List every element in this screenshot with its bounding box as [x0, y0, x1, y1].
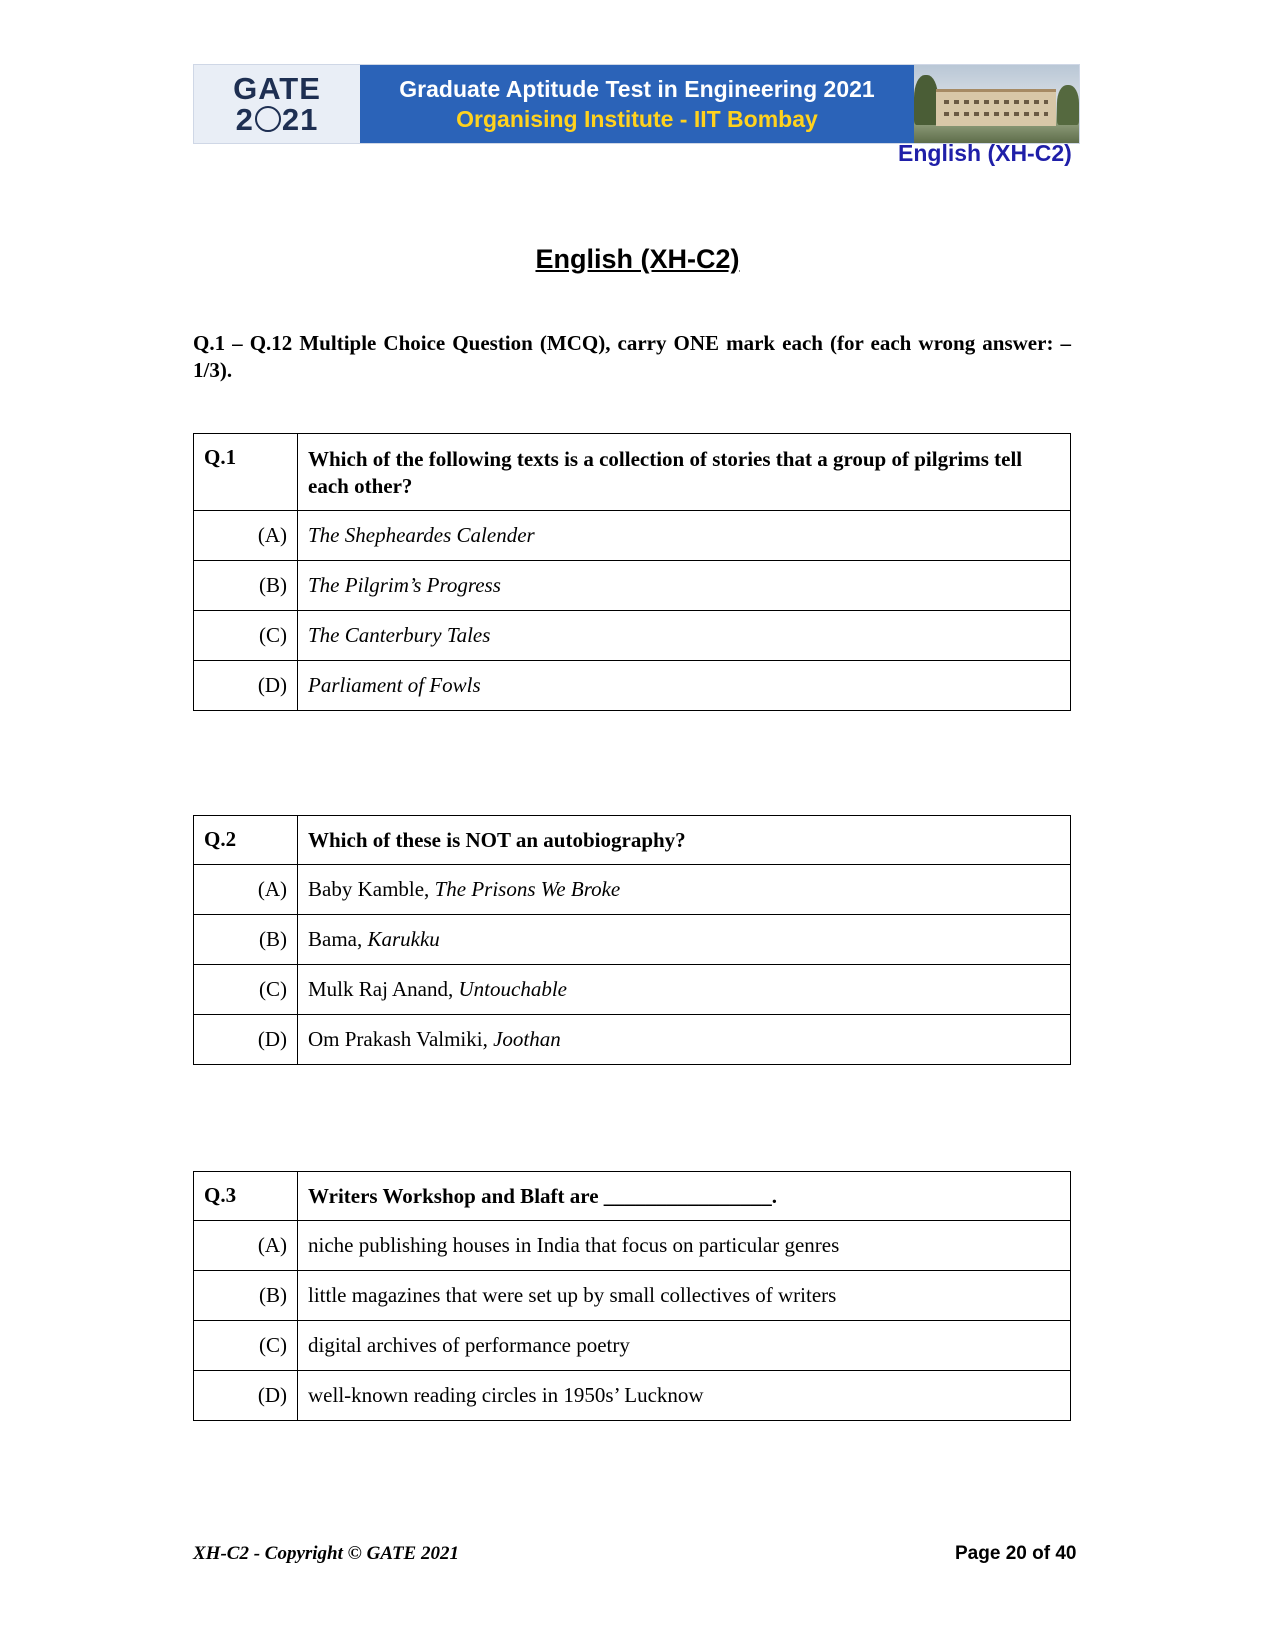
option-author: Mulk Raj Anand, — [308, 977, 459, 1001]
option-text — [298, 965, 1071, 1015]
option-row — [194, 1271, 1071, 1321]
option-row — [194, 661, 1071, 711]
option-label: (B) — [194, 1271, 298, 1321]
option-label: (B) — [194, 561, 298, 611]
gate-logo — [194, 65, 360, 143]
option-title: The Shepheardes Calender — [308, 523, 535, 547]
question-table-2 — [193, 815, 1071, 1065]
option-row — [194, 915, 1071, 965]
option-title: The Canterbury Tales — [308, 623, 491, 647]
option-text: digital archives of performance poetry — [298, 1321, 1071, 1371]
option-label: (B) — [194, 915, 298, 965]
option-label: (D) — [194, 1015, 298, 1065]
option-row — [194, 865, 1071, 915]
option-author: Baby Kamble, — [308, 877, 435, 901]
option-label: (C) — [194, 965, 298, 1015]
footer-page-number: Page 20 of 40 — [955, 1543, 1077, 1564]
question-stem: Writers Workshop and Blaft are ________________. — [298, 1172, 1071, 1221]
option-text — [298, 561, 1071, 611]
option-text — [298, 865, 1071, 915]
option-title: The Prisons We Broke — [434, 877, 621, 901]
option-row — [194, 561, 1071, 611]
option-title: Parliament of Fowls — [308, 673, 481, 697]
paper-code-label: English (XH-C2) — [898, 140, 1072, 166]
building-shape — [936, 89, 1056, 126]
option-text: niche publishing houses in India that focus on particular genres — [298, 1221, 1071, 1271]
tree-shape — [914, 75, 938, 125]
option-row — [194, 1015, 1071, 1065]
option-row — [194, 511, 1071, 561]
banner-text-block — [360, 65, 914, 143]
option-text — [298, 1015, 1071, 1065]
option-text: well-known reading circles in 1950s’ Lucknow — [298, 1371, 1071, 1421]
question-table-3 — [193, 1171, 1071, 1421]
option-row — [194, 965, 1071, 1015]
campus-photo — [914, 65, 1079, 143]
question-table-1 — [193, 433, 1071, 711]
option-text — [298, 611, 1071, 661]
option-text: little magazines that were set up by small collectives of writers — [298, 1271, 1071, 1321]
option-label: (A) — [194, 511, 298, 561]
question-row — [194, 1172, 1071, 1221]
option-row — [194, 611, 1071, 661]
option-title: Joothan — [493, 1027, 561, 1051]
question-stem: Which of these is NOT an autobiography? — [298, 816, 1071, 865]
header-banner — [193, 64, 1080, 144]
question-row — [194, 434, 1071, 511]
option-label: (C) — [194, 611, 298, 661]
tree-shape-right — [1057, 85, 1079, 125]
question-number: Q.2 — [194, 816, 298, 865]
question-number: Q.1 — [194, 434, 298, 511]
banner-subtitle: Organising Institute - IIT Bombay — [456, 106, 818, 132]
option-label: (A) — [194, 865, 298, 915]
question-row — [194, 816, 1071, 865]
option-label: (C) — [194, 1321, 298, 1371]
option-title: The Pilgrim’s Progress — [308, 573, 501, 597]
logo-text-gate: GATE — [233, 71, 321, 106]
option-author: Om Prakash Valmiki, — [308, 1027, 494, 1051]
option-row — [194, 1321, 1071, 1371]
seal-icon — [255, 106, 281, 132]
logo-text-year — [236, 104, 319, 135]
section-instruction: Q.1 – Q.12 Multiple Choice Question (MCQ), carry ONE mark each (for each wrong answer: – 1/3). — [193, 331, 1071, 382]
option-title: Untouchable — [458, 977, 567, 1001]
option-text — [298, 915, 1071, 965]
question-stem: Which of the following texts is a collection of stories that a group of pilgrims tell each other? — [298, 434, 1071, 511]
logo-year-part2: 21 — [281, 102, 319, 137]
option-text — [298, 661, 1071, 711]
footer-copyright: XH-C2 - Copyright © GATE 2021 — [193, 1543, 459, 1564]
option-title: Karukku — [367, 927, 440, 951]
option-row — [194, 1221, 1071, 1271]
page-title: English (XH-C2) — [535, 244, 740, 274]
banner-title: Graduate Aptitude Test in Engineering 2021 — [399, 76, 875, 102]
option-row — [194, 1371, 1071, 1421]
logo-year-part1: 2 — [235, 102, 254, 137]
option-author: Bama, — [308, 927, 368, 951]
option-label: (D) — [194, 1371, 298, 1421]
option-text — [298, 511, 1071, 561]
option-label: (D) — [194, 661, 298, 711]
question-number: Q.3 — [194, 1172, 298, 1221]
option-label: (A) — [194, 1221, 298, 1271]
